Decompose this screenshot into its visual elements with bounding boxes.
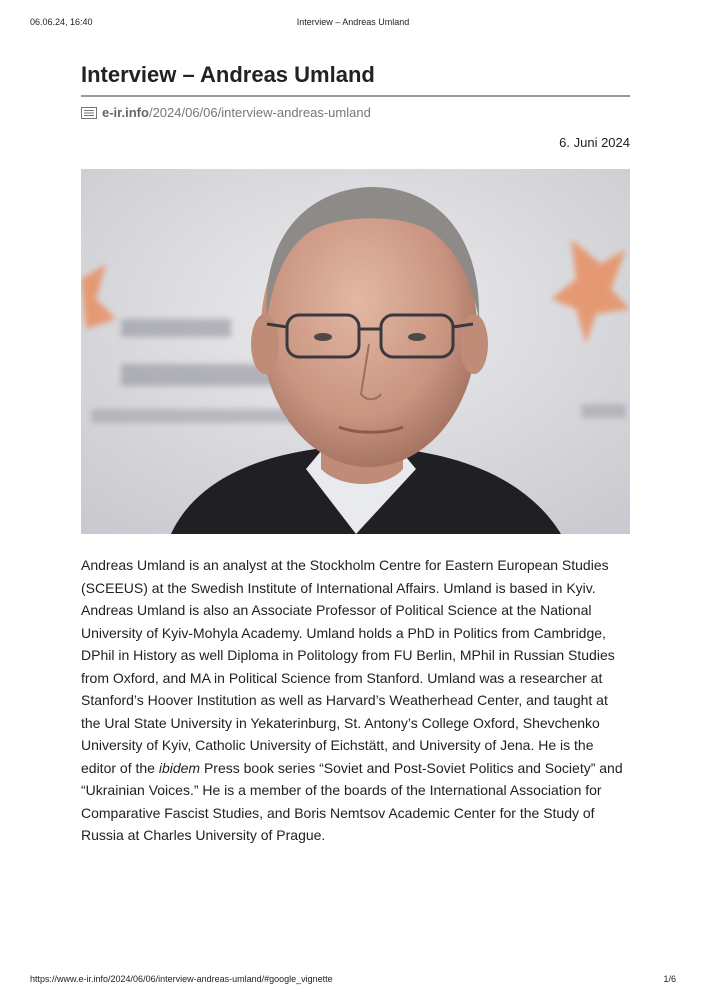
article-title: Interview – Andreas Umland — [81, 62, 630, 97]
print-page-number: 1/6 — [663, 974, 676, 984]
print-page-title: Interview – Andreas Umland — [296, 17, 410, 27]
article-date: 6. Juni 2024 — [559, 135, 630, 150]
bio-italic-publisher: ibidem — [158, 759, 201, 776]
source-line — [81, 105, 630, 120]
source-path[interactable]: /2024/06/06/interview-andreas-umland — [148, 105, 371, 120]
bio-paragraph-2 — [81, 599, 630, 847]
newspaper-icon — [81, 107, 97, 119]
author-bio — [81, 554, 630, 847]
print-url: https://www.e-ir.info/2024/06/06/interview-andreas-umland/#google_vignette — [30, 974, 333, 984]
article — [81, 62, 630, 847]
print-datetime: 06.06.24, 16:40 — [30, 17, 93, 27]
bio-paragraph-1: Andreas Umland is an analyst at the Stockholm Centre for Eastern European Studies (SCEEUS) at the Swedish Institute of International Affairs. Umland is based in Kyiv. — [81, 557, 609, 596]
source-domain[interactable]: e-ir.info — [102, 105, 149, 120]
portrait-photo — [81, 169, 630, 534]
bio-paragraph-2-part-1: Andreas Umland is also an Associate Professor of Political Science at the National University of Kyiv-Mohyla Academy. Umland holds a PhD in Politics from Cambridge, DPhil in History as well Diploma in Politology from FU Berlin, MPhil in Russian Studies from Oxford, and MA in Political Science from Stanford. Umland was a researcher at Stanford’s Hoover Institution as well as Harvard’s Weatherhead Center, and taught at the Ural State University in Yekaterinburg, St. Antony’s College Oxford, Shevchenko University of Kyiv, Catholic University of Eichstätt, and University of Jena. He is the editor of the — [81, 602, 615, 776]
bio-paragraph-2-part-2: Press book series “Soviet and Post-Soviet Politics and Society” and “Ukrainian Voices.” He is a member of the boards of the International Association for Comparative Fascist Studies, and Boris Nemtsov Academic Center for the Study of Russia at Charles University of Prague. — [81, 759, 623, 843]
